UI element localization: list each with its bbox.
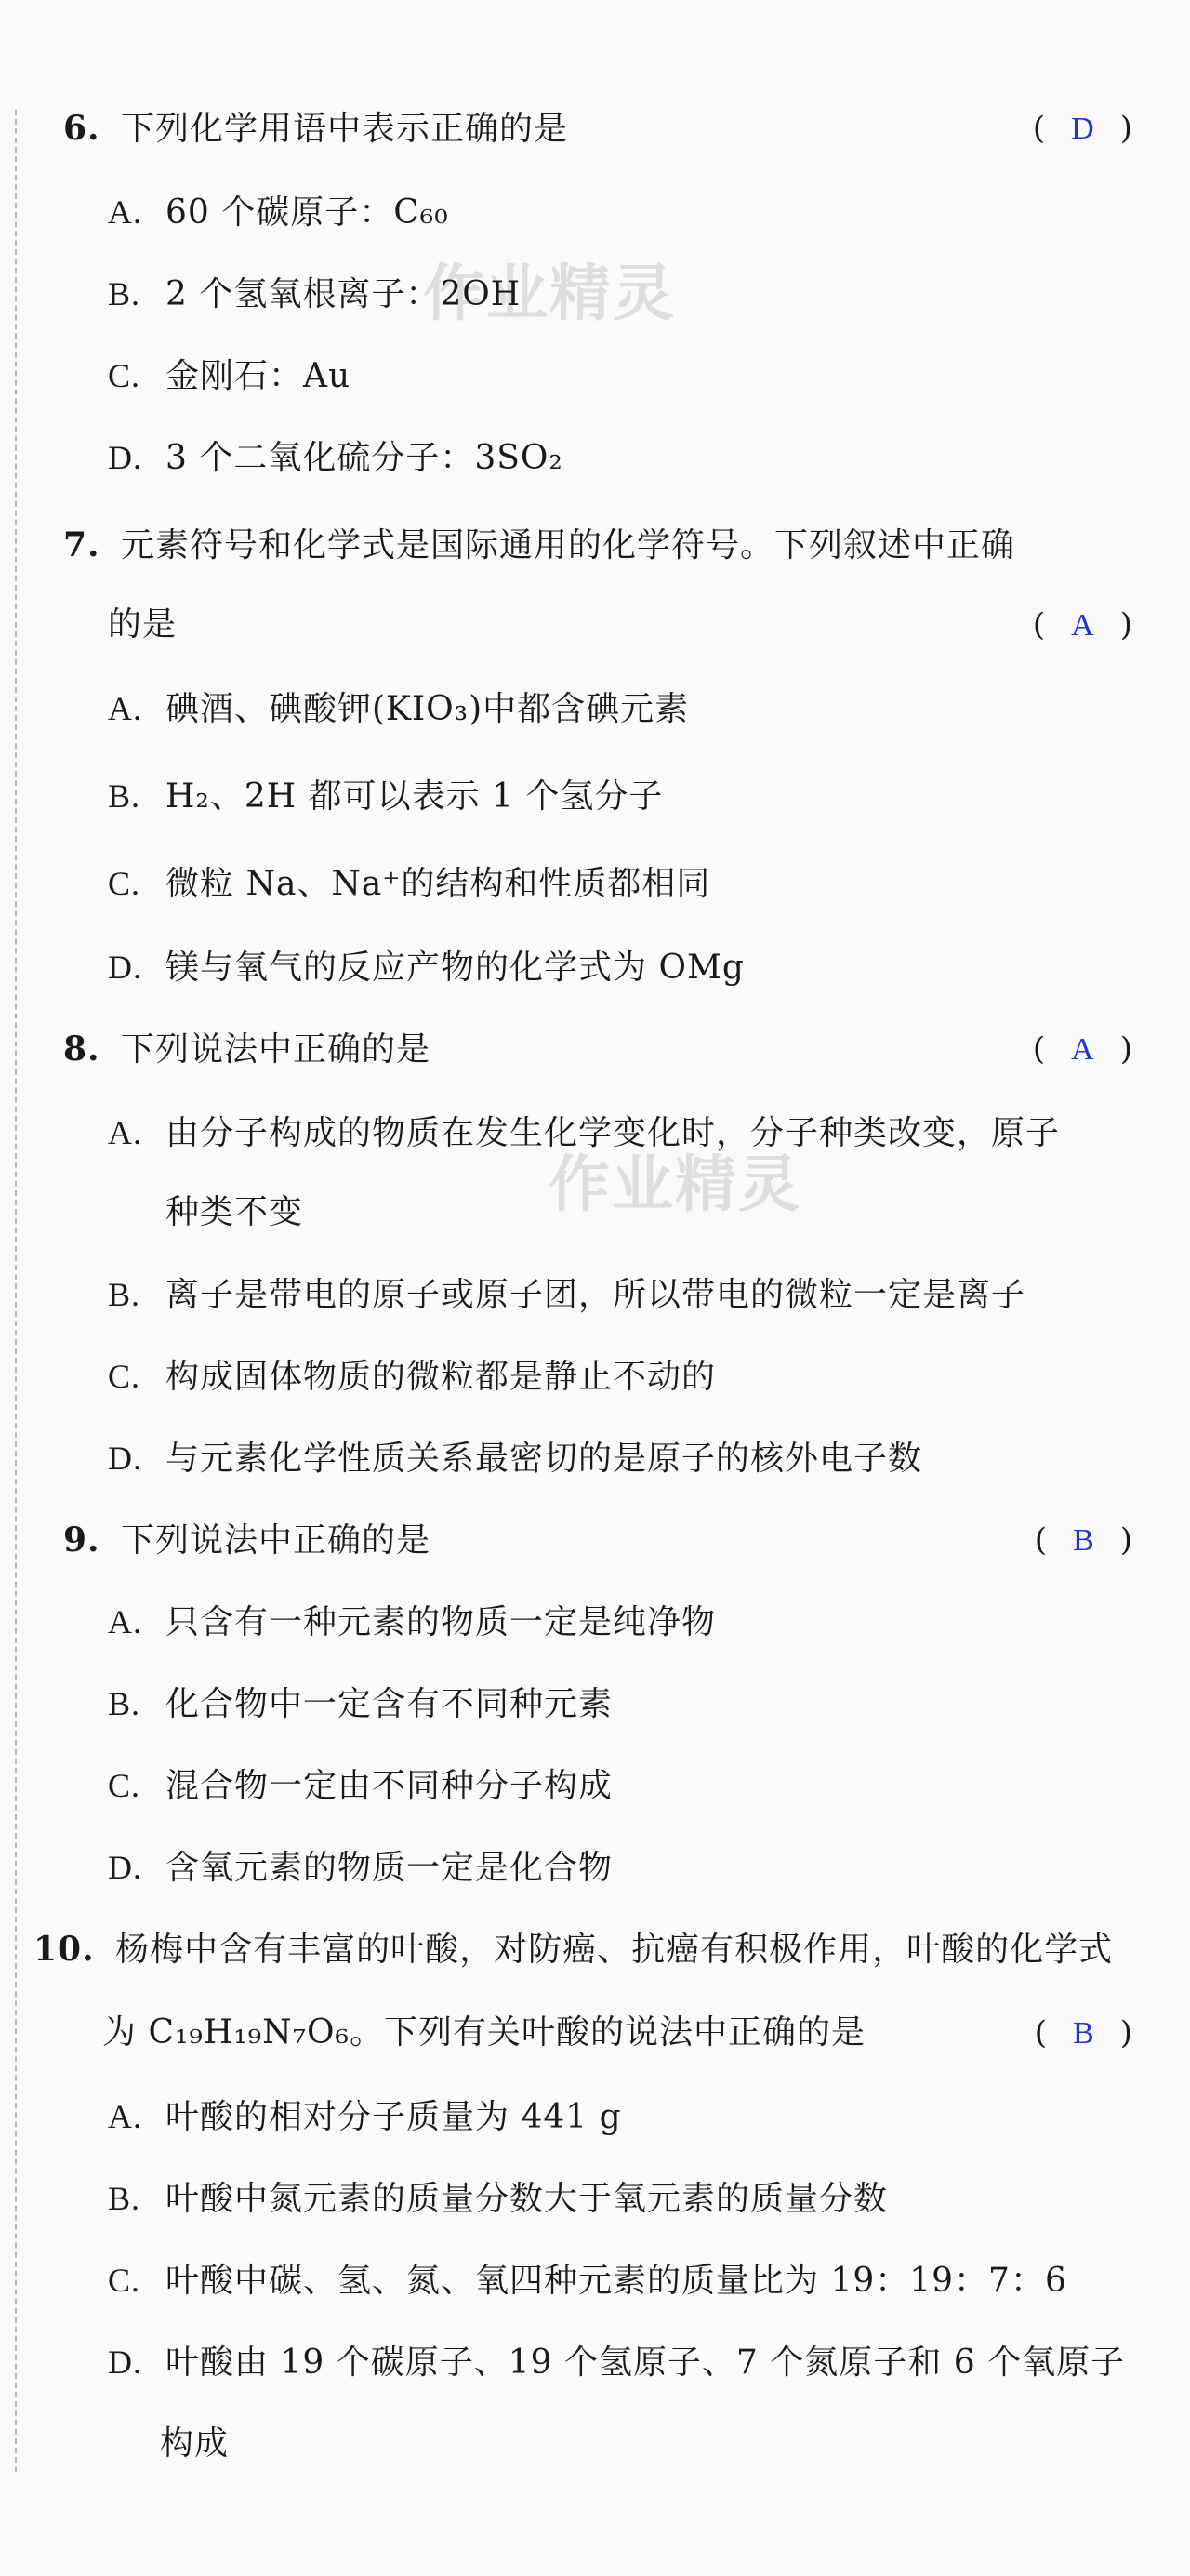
option-text: 叶酸由 19 个碳原子、19 个氢原子、7 个氮原子和 6 个氧原子 (165, 2344, 1126, 2382)
paren-close: ) (1119, 2014, 1132, 2052)
paren-open: ( (1032, 606, 1046, 644)
option-letter: B. (108, 1685, 141, 1722)
option (108, 355, 350, 397)
option-letter: B. (108, 2180, 141, 2217)
option-letter: A. (108, 1114, 142, 1151)
question-7-stem (63, 524, 1015, 566)
paren-open: ( (1032, 110, 1046, 147)
answer-letter: A (1071, 1032, 1094, 1067)
option (108, 947, 745, 989)
option (108, 2178, 888, 2220)
option-text: 含氧元素的物质一定是化合物 (165, 1849, 614, 1887)
option-text: 碘酒、碘酸钾(KIO₃)中都含碘元素 (165, 690, 690, 728)
option-letter: D. (108, 2344, 142, 2381)
option-text: 微粒 Na、Na⁺的结构和性质都相同 (165, 865, 711, 903)
question-6-stem (63, 108, 568, 150)
question-number: 9. (63, 1520, 100, 1560)
option (108, 1765, 613, 1807)
option-text: 叶酸中碳、氢、氮、氧四种元素的质量比为 19：19：7：6 (165, 2262, 1067, 2300)
option (108, 863, 710, 905)
paren-open: ( (1032, 1030, 1046, 1068)
question-text: 元素符号和化学式是国际通用的化学符号。下列叙述中正确 (121, 526, 1016, 564)
option-text-continued: 构成 (160, 2424, 230, 2463)
option-text: 60 个碳原子：C₆₀ (165, 193, 449, 232)
option-letter: A. (108, 690, 142, 727)
paren-close: ) (1119, 110, 1132, 147)
option-letter: D. (108, 1849, 142, 1886)
answer-box (1021, 604, 1132, 646)
option (108, 273, 521, 315)
binding-margin-line (15, 110, 17, 2472)
option-text: 只含有一种元素的物质一定是纯净物 (165, 1603, 717, 1641)
option (108, 776, 663, 817)
answer-letter: B (1073, 1523, 1094, 1558)
watermark: 作业精灵 (423, 258, 676, 329)
option (108, 2342, 1125, 2383)
answer-letter: A (1071, 608, 1094, 643)
answer-letter: D (1071, 112, 1094, 146)
option-letter: C. (108, 1358, 141, 1395)
answer-box (1021, 1029, 1132, 1070)
option-letter: D. (108, 439, 142, 476)
answer-box (1021, 1520, 1132, 1561)
option-text: 叶酸的相对分子质量为 441 g (165, 2098, 622, 2136)
question-number: 8. (63, 1029, 100, 1069)
answer-box (1021, 108, 1132, 150)
paren-open: ( (1034, 1521, 1048, 1559)
option-letter: C. (108, 1767, 141, 1804)
option (108, 437, 563, 479)
paren-open: ( (1034, 2014, 1048, 2052)
option (108, 688, 689, 730)
option-letter: A. (108, 193, 142, 231)
question-8-stem (63, 1029, 430, 1070)
option-letter: C. (108, 357, 141, 394)
question-text: 下列说法中正确的是 (121, 1030, 431, 1069)
option-text: 3 个二氧化硫分子：3SO₂ (165, 439, 563, 477)
question-text-continued: 的是 (108, 605, 178, 644)
option-text: 叶酸中氮元素的质量分数大于氧元素的质量分数 (165, 2180, 889, 2218)
question-text: 杨梅中含有丰富的叶酸，对防癌、抗癌有积极作用，叶酸的化学式 (115, 1931, 1114, 1969)
paren-close: ) (1119, 606, 1132, 644)
question-9-stem (63, 1520, 430, 1561)
option (108, 1274, 1025, 1316)
answer-box (1021, 2012, 1132, 2054)
question-text: 下列说法中正确的是 (121, 1521, 431, 1560)
option-text: 离子是带电的原子或原子团，所以带电的微粒一定是离子 (165, 1276, 1026, 1314)
option (108, 1438, 922, 1480)
question-number: 7. (63, 525, 100, 564)
question-text-continued: 为 C₁₉H₁₉N₇O₆。下列有关叶酸的说法中正确的是 (102, 2013, 866, 2052)
option-text: H₂、2H 都可以表示 1 个氢分子 (165, 777, 664, 816)
question-number: 6. (63, 109, 100, 148)
option-letter: C. (108, 865, 141, 902)
option-text-continued: 种类不变 (165, 1193, 304, 1231)
option-text: 构成固体物质的微粒都是静止不动的 (165, 1358, 717, 1396)
option (108, 1683, 613, 1725)
option (108, 1847, 613, 1889)
question-text: 下列化学用语中表示正确的是 (121, 110, 569, 148)
option-letter: C. (108, 2262, 141, 2299)
option-text: 与元素化学性质关系最密切的是原子的核外电子数 (165, 1440, 923, 1478)
paren-close: ) (1119, 1521, 1132, 1559)
watermark: 作业精灵 (549, 1149, 801, 1220)
option (108, 2096, 622, 2138)
question-10-stem (33, 1929, 1113, 1971)
option (108, 2260, 1067, 2302)
option-text: 镁与氧气的反应产物的化学式为 OMg (165, 949, 745, 987)
option-text: 混合物一定由不同种分子构成 (165, 1767, 614, 1805)
option (108, 1356, 716, 1398)
answer-letter: B (1073, 2016, 1094, 2051)
option-letter: A. (108, 2098, 142, 2135)
option-letter: D. (108, 949, 142, 986)
option-text: 金刚石：Au (165, 357, 351, 395)
option-letter: B. (108, 275, 141, 312)
option-letter: A. (108, 1603, 142, 1640)
option-letter: B. (108, 1276, 141, 1313)
question-number: 10. (33, 1930, 95, 1969)
option-text: 化合物中一定含有不同种元素 (165, 1685, 614, 1723)
paren-close: ) (1119, 1030, 1132, 1068)
option (108, 1601, 716, 1643)
option (108, 192, 449, 233)
option-letter: D. (108, 1440, 142, 1477)
option-text: 2 个氢氧根离子：2OH (165, 275, 522, 313)
option (108, 1112, 1060, 1154)
option-text: 由分子构成的物质在发生化学变化时，分子种类改变，原子 (165, 1114, 1061, 1152)
option-letter: B. (108, 777, 141, 815)
